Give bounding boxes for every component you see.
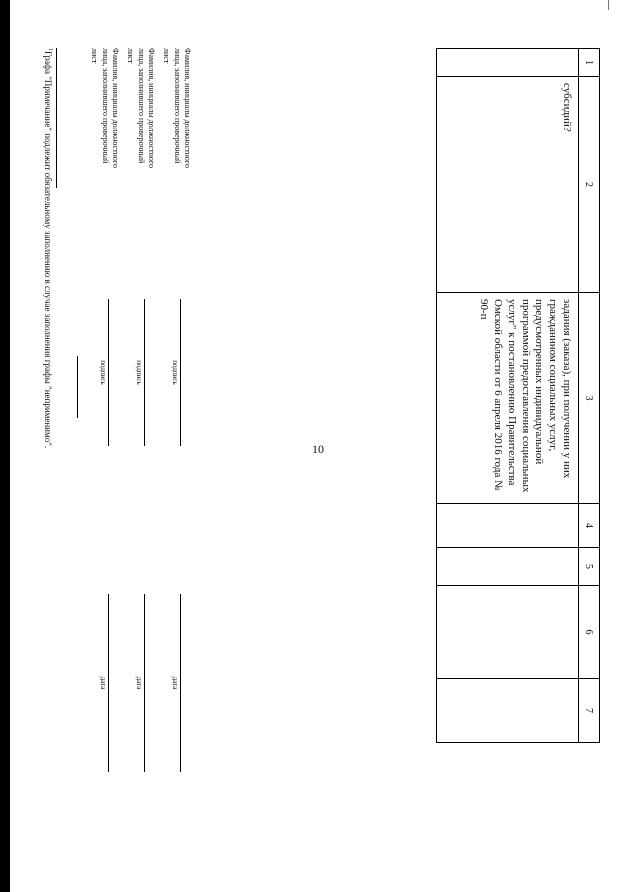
date-caption: дата — [99, 676, 107, 690]
signature-line — [180, 299, 181, 446]
column-header: 2 — [579, 77, 600, 293]
signature-line — [144, 299, 145, 446]
column-header: 4 — [579, 504, 600, 548]
column-header: 7 — [579, 679, 600, 743]
page-number: 10 — [312, 442, 324, 456]
date-caption: дата — [171, 676, 179, 690]
table-cell — [437, 49, 579, 77]
table-cell — [437, 293, 579, 504]
table-header-row — [579, 49, 600, 743]
signature-label: Фамилия, инициалы должностного лица, заполнившего проверочный лист — [90, 48, 120, 168]
stray-line — [77, 356, 78, 418]
column-header: 5 — [579, 548, 600, 586]
signature-caption: подпись — [135, 360, 143, 385]
scan-mark — [608, 0, 609, 10]
column-header: 1 — [579, 49, 600, 77]
table-cell — [437, 77, 579, 293]
requirement-text: задания (заказа), при получении у них гражданином социальных услуг, предусмотренных индивидуальной программой предоставления социальных услуг" к постановлению Правительства Омской области от 6 апреля 2016 года № 90-п — [478, 299, 573, 493]
footnote-text: Графа "Примечание" подлежит обязательному заполнению в случае заполнения графы "неприменимо". — [43, 51, 53, 449]
scan-left-edge — [0, 0, 10, 892]
rotated-page-content — [30, 48, 600, 814]
table-cell — [437, 504, 579, 548]
footnote-separator — [56, 48, 57, 188]
footnote — [43, 48, 53, 448]
checklist-table — [436, 48, 600, 743]
signature-caption: подпись — [171, 360, 179, 385]
signature-label: Фамилия, инициалы должностного лица, заполнившего проверочный лист — [126, 48, 156, 168]
date-line — [144, 594, 145, 772]
signature-caption: подпись — [99, 360, 107, 385]
footnote-mark: 1 — [47, 48, 53, 51]
table-cell — [437, 548, 579, 586]
signature-line — [108, 299, 109, 446]
date-line — [180, 594, 181, 772]
column-header: 6 — [579, 586, 600, 679]
date-caption: дата — [135, 676, 143, 690]
table-cell — [437, 679, 579, 743]
column-header: 3 — [579, 293, 600, 504]
signature-label: Фамилия, инициалы должностного лица, заполнившего проверочный лист — [162, 48, 192, 168]
date-line — [108, 594, 109, 772]
table-row — [437, 49, 579, 743]
table-cell — [437, 586, 579, 679]
question-text: субсидий? — [561, 83, 573, 132]
